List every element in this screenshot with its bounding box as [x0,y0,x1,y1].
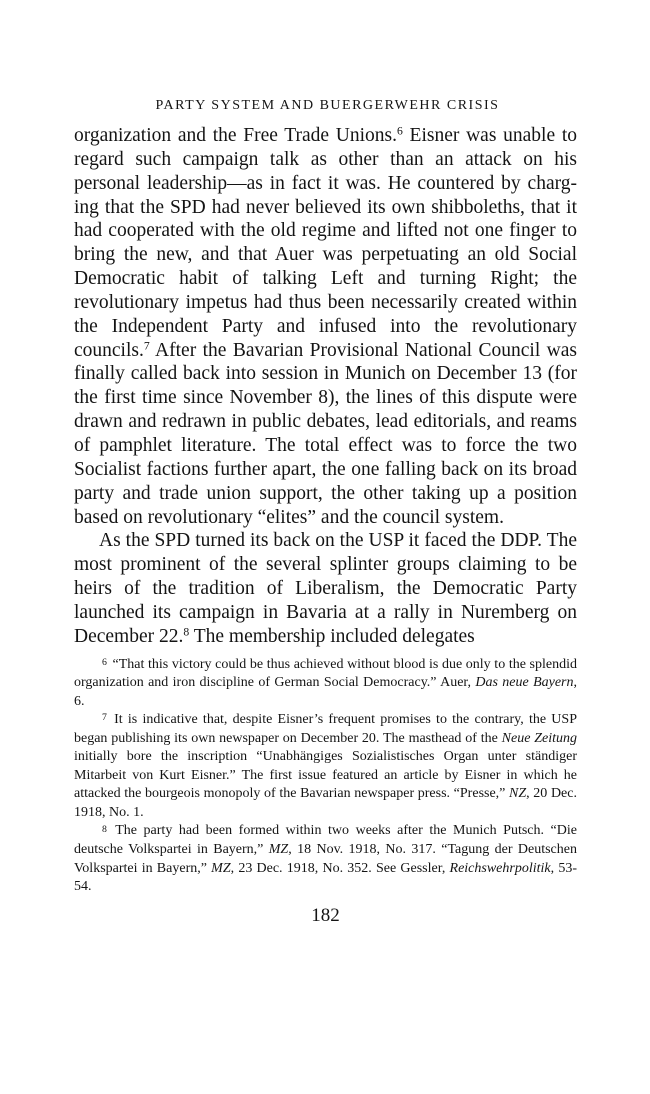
footnote-8-text-d: , 53-54. [74,860,577,895]
footnote-7 [74,711,577,822]
paragraph-2 [74,529,577,648]
footnote-6-number: 6 [102,656,107,668]
footnote-8-mz-1: MZ [268,842,289,858]
footnotes [74,656,577,897]
footnote-ref-7: 7 [143,339,150,353]
footnote-8-title: Reichswehrpolitik [449,860,551,876]
paragraph-1-text-a: organization and the Free Trade Unions. [74,125,397,146]
page-number: 182 [311,904,340,926]
footnote-8-text-c: , 23 Dec. 1918, No. 352. See Gessler, [230,860,450,876]
paragraph-1-text-c: After the Bavarian Provisional National Council was finally called back into session in Munich on December 13 (for the first time since November 8), the lines of this dispute were drawn and redrawn in public debates, lead editorials, and reams of pamphlet literature. The total effect was to force the two Socialist factions further apart, the one falling back on its broad party and trade union support, the other taking up a position based on revolutionary “elites” and the council system. [74,339,577,528]
footnote-8-mz-2: MZ [211,860,231,876]
footnote-7-text-b: initially bore the inscription “Unabhängiges Sozialistisches Organ unter ständiger Mitarbeit von Kurt Eisner.” The first issue featured an article by Eisner in which he attacked the bourgeois monopoly of the Bavarian newspaper press. “Presse,” [74,749,577,802]
book-page [74,96,577,927]
footnote-7-text-a: It is indicative that, despite Eisner’s frequent promises to the contrary, the USP began publishing its own newspaper on December 20. The masthead of the [74,712,577,746]
footnote-7-number: 7 [102,712,107,724]
paragraph-2-text-b: The membership included delegates [189,625,475,647]
footnote-8-number: 8 [102,823,107,835]
footnote-8 [74,822,577,896]
body-text [74,124,577,649]
footnote-6 [74,656,577,712]
footnote-ref-6: 6 [396,124,403,138]
footnote-7-title: Neue Zeitung [501,730,577,746]
footnote-8-text-b: , 18 Nov. 1918, No. 317. “Tagung der Deutschen Volkspartei in Bayern,” [74,842,577,876]
paragraph-1-text-b: Eisner was unable to regard such campaign talk as other than an attack on his personal leadership—as in fact it was. He countered by charging that the SPD had never believed its own shibboleths, that it had cooperated with the old regime and lifted not one finger to bring the new, and that Auer was perpetuating an old Social Democratic habit of talking Left and turning Right; the revolutionary impetus had thus been necessarily created within the Independent Party and infused into the revolutionary councils. [74,125,577,361]
footnote-6-text-b: , 6. [74,675,578,709]
footnote-8-text-a: The party had been formed within two weeks after the Munich Putsch. “Die deutsche Volkspartei in Bayern,” [74,823,577,858]
footnote-6-text-a: “That this victory could be thus achieved without blood is due only to the splendid organization and iron discipline of German Social Democracy.” Auer, [74,656,577,691]
footnote-7-text-c: , 20 Dec. 1918, No. 1. [74,786,577,820]
footnote-7-nz: NZ [509,786,527,802]
paragraph-2-text-a: As the SPD turned its back on the USP it faced the DDP. The most prominent of the several splinter groups claiming to be heirs of the tradition of Liberalism, the Democratic Party launched its campaign in Bavaria at a rally in Nuremberg on December 22. [74,530,577,647]
footnote-ref-8: 8 [183,625,190,639]
footnote-6-title: Das neue Bayern [475,675,574,691]
paragraph-1 [74,124,577,529]
running-head: PARTY SYSTEM AND BUERGERWEHR CRISIS [155,98,500,113]
